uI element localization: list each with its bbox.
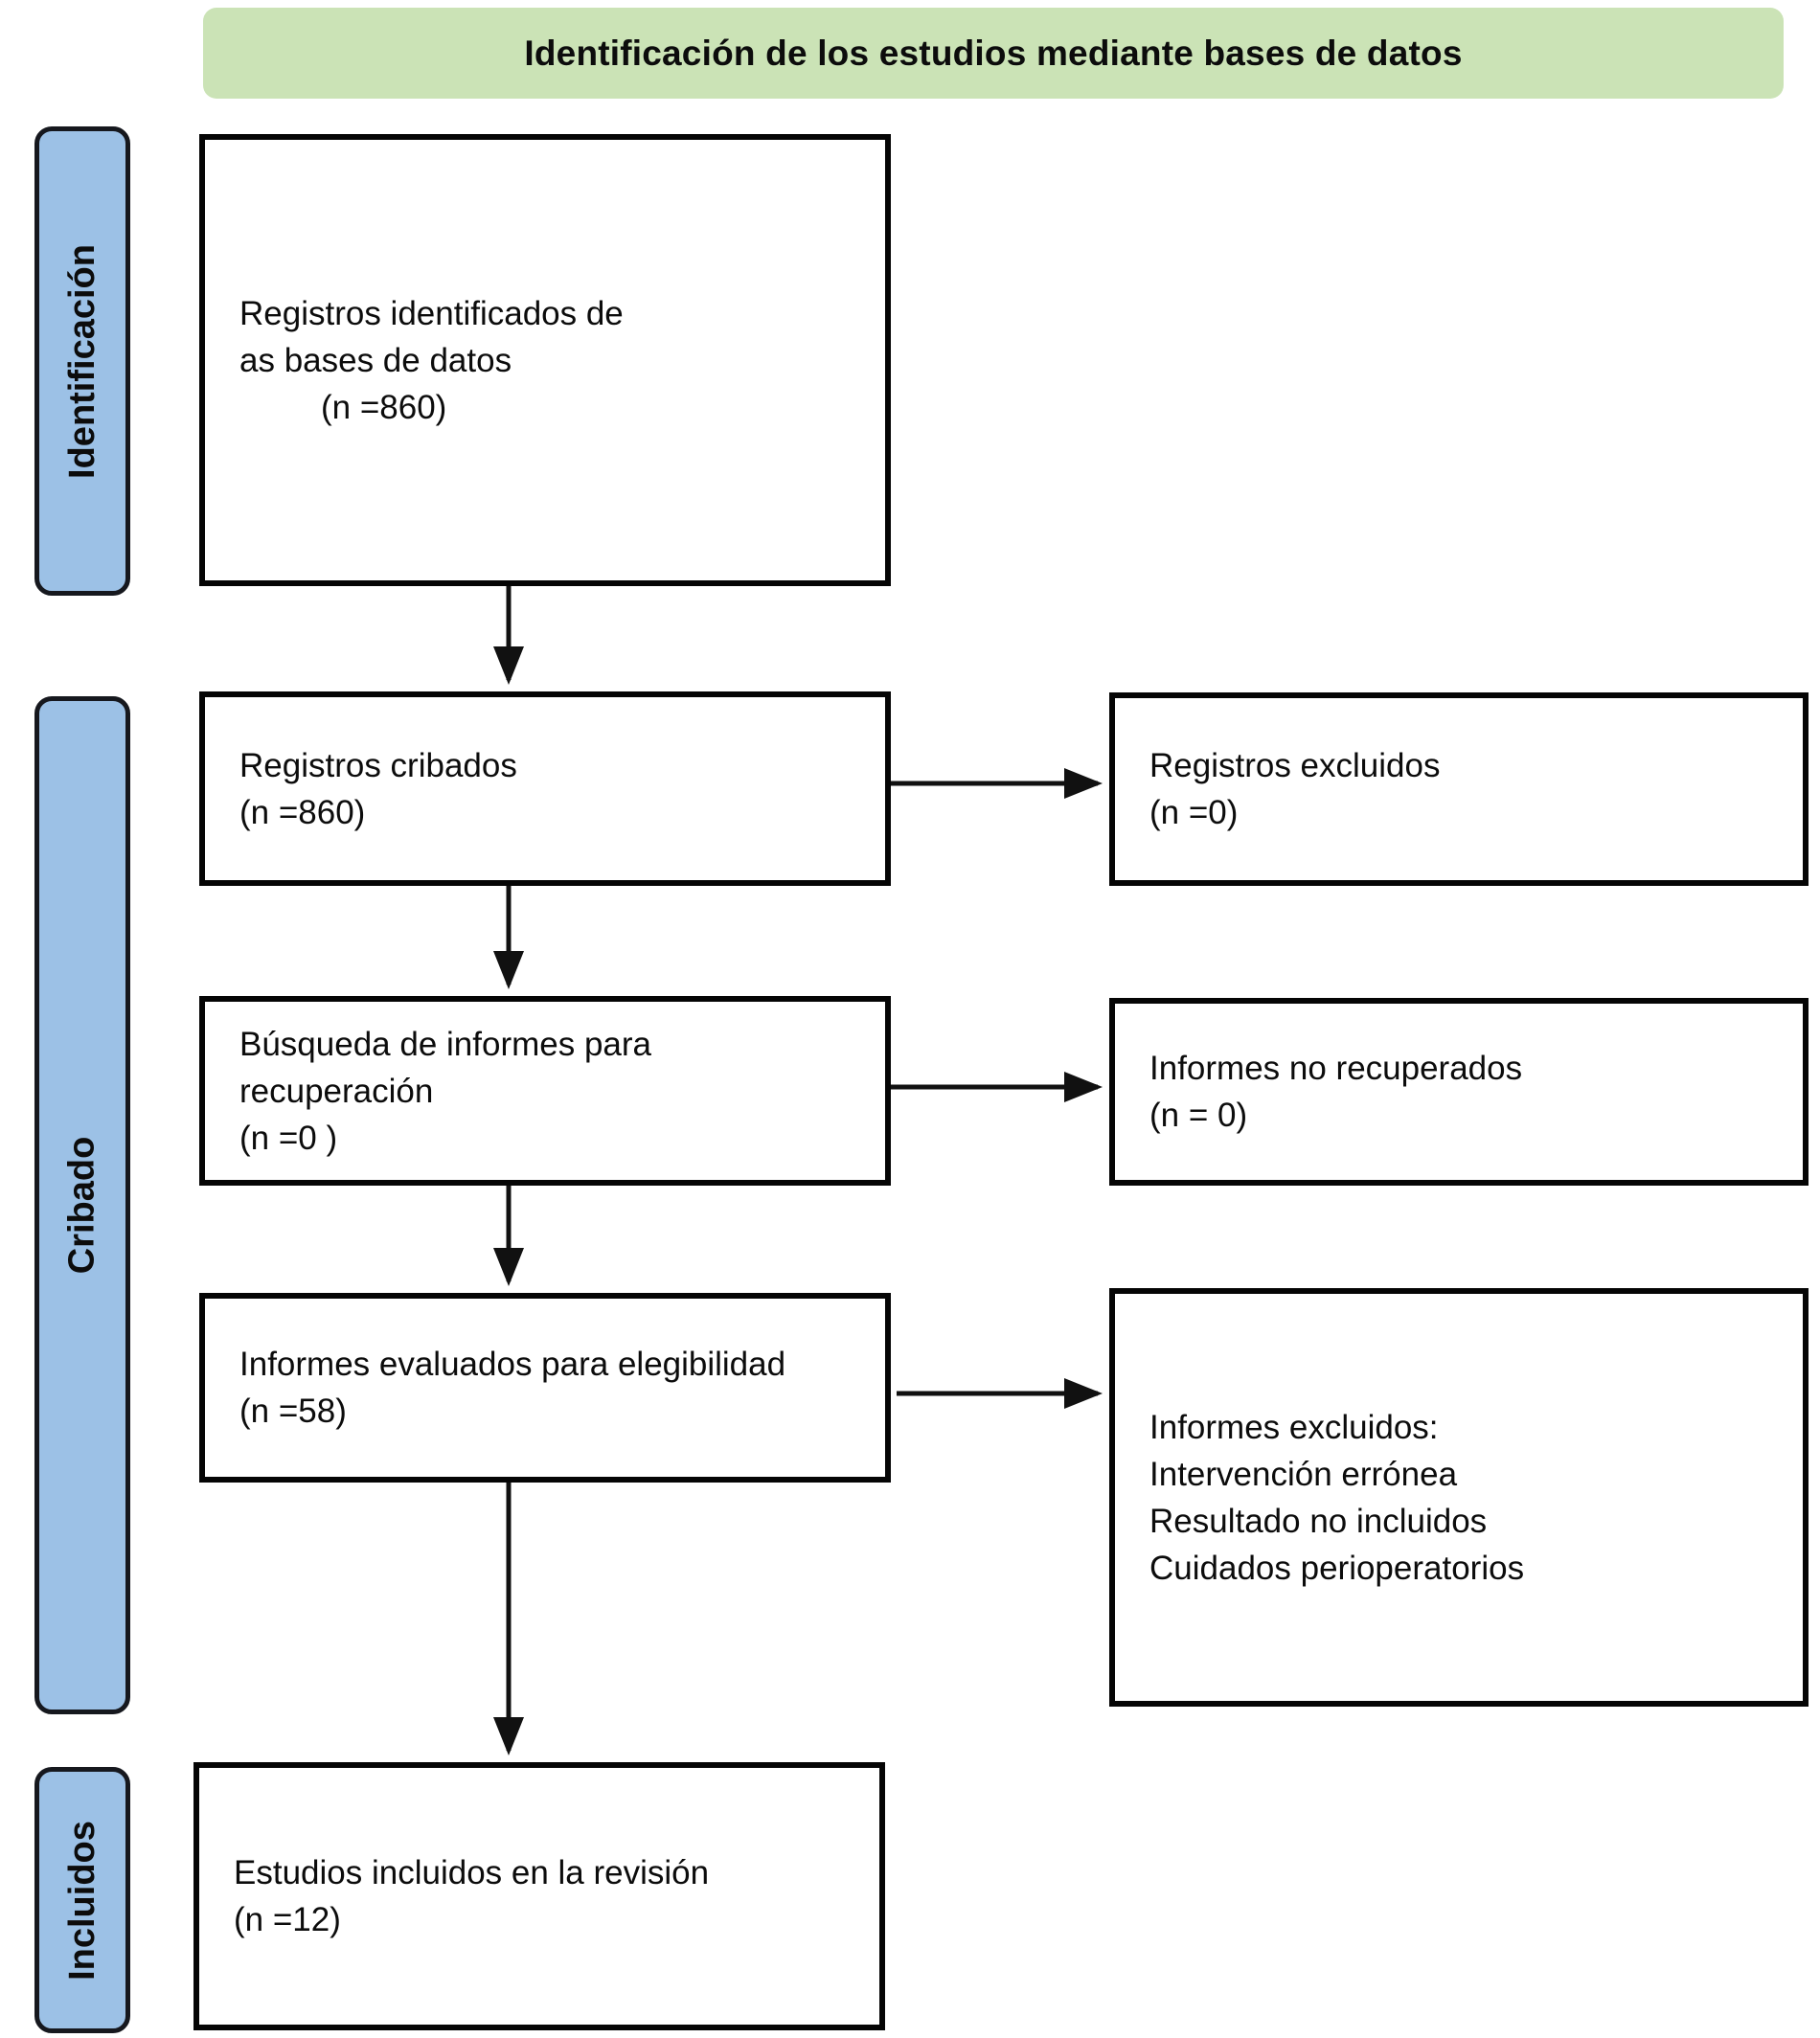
box-reports-sought [199, 996, 891, 1186]
box-reports-sought-line-1: Búsqueda de informes para [239, 1025, 651, 1063]
stage-label-screening-text: Cribado [61, 1136, 102, 1275]
box-records-screened [199, 691, 891, 886]
box-records-identified-line-2: as bases de datos [239, 341, 512, 379]
box-records-excluded-count: (n =0) [1149, 794, 1239, 831]
stage-label-included-text: Incluidos [61, 1820, 102, 1981]
stage-label-included [34, 1767, 130, 2033]
stage-label-screening [34, 696, 130, 1714]
box-reports-sought-count: (n =0 ) [239, 1119, 338, 1157]
box-reports-excluded [1109, 1288, 1809, 1707]
box-studies-included-count: (n =12) [234, 1901, 341, 1938]
box-records-identified-line-1: Registros identificados de [239, 294, 624, 332]
box-reports-excluded-line-1: Informes excluidos: [1149, 1408, 1439, 1446]
box-records-identified [199, 134, 891, 586]
box-records-excluded-line-1: Registros excluidos [1149, 747, 1441, 784]
box-records-identified-count: (n =860) [321, 388, 447, 426]
box-reports-excluded-reason-1: Intervención errónea [1149, 1455, 1458, 1493]
stage-label-identification-text: Identificación [61, 243, 102, 479]
box-reports-not-retrieved-count: (n = 0) [1149, 1097, 1248, 1134]
box-reports-assessed-count: (n =58) [239, 1393, 347, 1430]
box-reports-sought-line-2: recuperación [239, 1072, 434, 1110]
box-reports-assessed-line-1: Informes evaluados para elegibilidad [239, 1346, 786, 1383]
box-records-screened-line-1: Registros cribados [239, 746, 517, 784]
box-records-screened-count: (n =860) [239, 793, 366, 831]
box-reports-excluded-reason-3: Cuidados perioperatorios [1149, 1549, 1525, 1587]
box-studies-included [193, 1762, 885, 2030]
diagram-title: Identificación de los estudios mediante bases de datos [524, 33, 1463, 73]
stage-label-identification [34, 126, 130, 596]
box-reports-excluded-reason-2: Resultado no incluidos [1149, 1502, 1488, 1540]
box-reports-not-retrieved-line-1: Informes no recuperados [1149, 1050, 1523, 1087]
box-studies-included-line-1: Estudios incluidos en la revisión [234, 1854, 710, 1891]
box-reports-not-retrieved [1109, 998, 1809, 1186]
box-reports-assessed [199, 1293, 891, 1483]
diagram-header-banner [203, 8, 1784, 99]
box-records-excluded [1109, 692, 1809, 886]
